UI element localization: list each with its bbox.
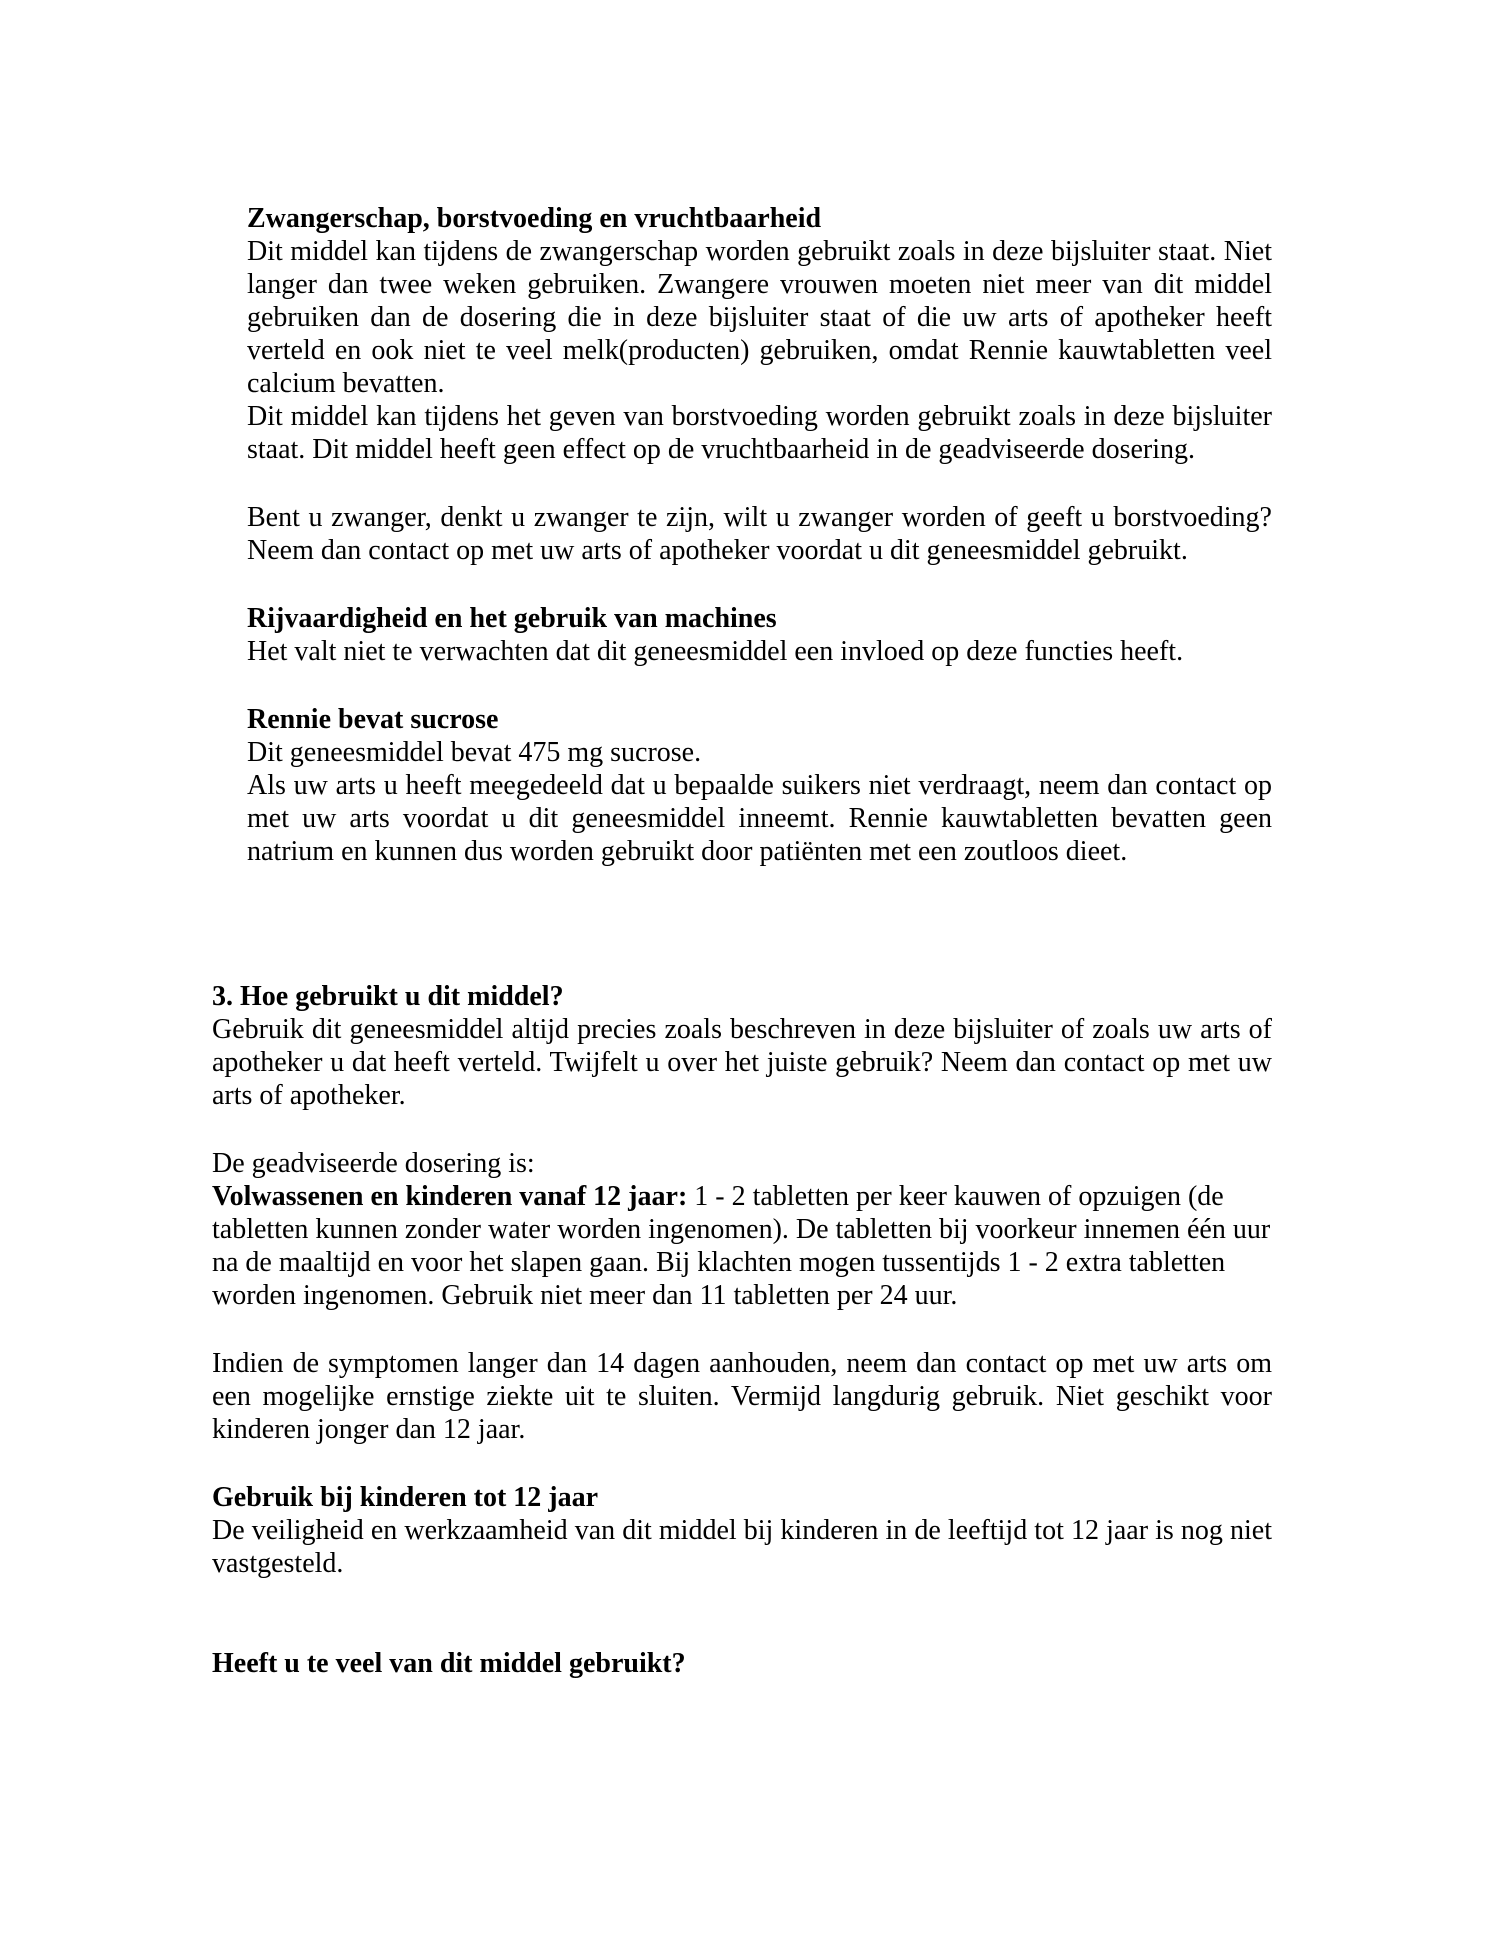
how-to-use-paragraph-2: Indien de symptomen langer dan 14 dagen aanhouden, neem dan contact op met uw arts om een mogelijke ernstige ziekte uit te sluiten. Vermijd langdurig gebruik. Niet geschikt voor kinderen jonger dan 12 jaar. (212, 1348, 1272, 1445)
sucrose-paragraph-1: Dit geneesmiddel bevat 475 mg sucrose. (247, 737, 702, 768)
dosage-intro: De geadviseerde dosering is: (212, 1148, 535, 1179)
how-to-use-paragraph-1: Gebruik dit geneesmiddel altijd precies zoals beschreven in deze bijsluiter of zoals uw arts of apotheker u dat heeft verteld. Twijfelt u over het juiste gebruik? Neem dan contact op met uw arts of apotheker. (212, 1014, 1272, 1111)
children-paragraph-1: De veiligheid en werkzaamheid van dit middel bij kinderen in de leeftijd tot 12 jaar is nog niet vastgesteld. (212, 1515, 1272, 1579)
pregnancy-paragraph-2: Dit middel kan tijdens het geven van borstvoeding worden gebruikt zoals in deze bijsluiter staat. Dit middel heeft geen effect op de vruchtbaarheid in de geadviseerde dosering. (247, 401, 1272, 465)
section-sucrose (247, 703, 1272, 868)
dosage-bold-lead: Volwassenen en kinderen vanaf 12 jaar: (212, 1181, 688, 1212)
section-pregnancy (247, 202, 1272, 567)
pregnancy-heading: Zwangerschap, borstvoeding en vruchtbaarheid (247, 203, 822, 234)
sucrose-paragraph-2: Als uw arts u heeft meegedeeld dat u bepaalde suikers niet verdraagt, neem dan contact op met uw arts voordat u dit geneesmiddel inneemt. Rennie kauwtabletten bevatten geen natrium en kunnen dus worden gebruikt door patiënten met een zoutloos dieet. (247, 770, 1272, 867)
leaflet-lower-block (212, 980, 1272, 1680)
driving-heading: Rijvaardigheid en het gebruik van machines (247, 603, 777, 634)
section-children (212, 1481, 1272, 1580)
dosage-text: 1 - 2 tabletten per keer kauwen of opzuigen (de tabletten kunnen zonder water worden ingenomen). De tabletten bij voorkeur innemen één uur na de maaltijd en voor het slapen gaan. Bij klachten mogen tussentijds 1 - 2 extra tabletten worden ingenomen. Gebruik niet meer dan 11 tabletten per 24 uur. (212, 1181, 1271, 1311)
overdose-heading: Heeft u te veel van dit middel gebruikt? (212, 1648, 686, 1679)
driving-paragraph-1: Het valt niet te verwachten dat dit geneesmiddel een invloed op deze functies heeft. (247, 636, 1184, 667)
dosage-paragraph (212, 1180, 1272, 1312)
section-how-to-use (212, 980, 1272, 1446)
how-to-use-heading: 3. Hoe gebruikt u dit middel? (212, 981, 564, 1012)
pregnancy-paragraph-3: Bent u zwanger, denkt u zwanger te zijn, wilt u zwanger worden of geeft u borstvoeding? Neem dan contact op met uw arts of apotheker voordat u dit geneesmiddel gebruikt. (247, 502, 1272, 566)
sucrose-heading: Rennie bevat sucrose (247, 704, 499, 735)
section-overdose (212, 1647, 1272, 1680)
children-heading: Gebruik bij kinderen tot 12 jaar (212, 1482, 599, 1513)
leaflet-upper-block (247, 202, 1272, 868)
section-driving (247, 602, 1272, 668)
pregnancy-paragraph-1: Dit middel kan tijdens de zwangerschap worden gebruikt zoals in deze bijsluiter staat. Niet langer dan twee weken gebruiken. Zwangere vrouwen moeten niet meer van dit middel gebruiken dan de dosering die in deze bijsluiter staat of die uw arts of apotheker heeft verteld en ook niet te veel melk(producten) gebruiken, omdat Rennie kauwtabletten veel calcium bevatten. (247, 236, 1272, 399)
